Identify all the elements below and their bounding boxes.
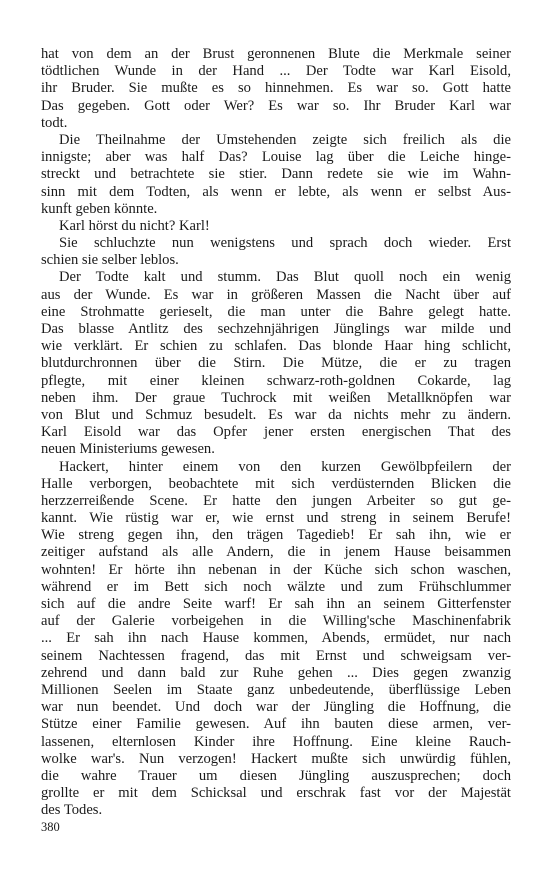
text-line: Wie streng gegen ihn, den trägen Tagedieb! Er sah ihn, wie er: [41, 527, 511, 544]
text-line: kannt. Wie rüstig war er, wie ernst und streng in seinem Berufe!: [41, 510, 511, 527]
text-line: schien sie selber leblos.: [41, 252, 179, 269]
text-line: sich auf die andre Seite warf! Er sah ihn an seinem Gitterfenster: [41, 596, 511, 612]
text-line: Karl Eisold war das Opfer jener ersten energischen That des: [41, 424, 511, 441]
text-line: lassenen, elternlosen Kinder ihre Hoffnung. Eine kleine Rauch-: [41, 733, 511, 750]
text-line: war nun beendet. Und doch war der Jüngling die Hoffnung, die: [41, 699, 511, 716]
text-line: auf der Galerie vorbeigehen in die Willing'sche Maschinenfabrik: [41, 613, 511, 630]
text-line: sinn mit dem Todten, als wenn er lebte, als wenn er selbst Aus-: [41, 183, 511, 200]
text-line: Das blasse Antlitz des sechzehnjährigen Jünglings war milde und: [41, 321, 511, 337]
text-line: aus der Wunde. Es war in größeren Massen die Nacht über auf: [41, 286, 511, 303]
text-line: streckt und betrachtete sie stier. Dann redete sie wie im Wahn-: [41, 166, 511, 183]
text-line: zehrend und dann bald zur Ruhe gehen ... Dies gegen zwanzig: [41, 664, 511, 681]
text-line: die wahre Trauer um diesen Jüngling auszusprechen; doch: [41, 767, 511, 784]
text-line: zeitiger aufstand als alle Andern, die in jenem Hause beisammen: [41, 544, 511, 561]
text-line: herzzerreißende Scene. Er hatte den jungen Arbeiter so gut ge-: [41, 492, 511, 509]
text-line: von Blut und Schmuz besudelt. Es war da nichts mehr zu ändern.: [41, 406, 511, 423]
book-page-text: [41, 46, 511, 819]
text-line: Sie schluchzte nun wenigstens und sprach doch wieder. Erst: [59, 235, 511, 252]
text-line: kunft geben könnte.: [41, 200, 158, 217]
text-line: Der Todte kalt und stumm. Das Blut quoll noch ein wenig: [59, 269, 511, 286]
text-line: Karl hörst du nicht? Karl!: [59, 217, 210, 234]
text-line: grollte er mit dem Schicksal und erschrak fast vor der Majestät: [41, 785, 511, 802]
text-line: tödtlichen Wunde in der Hand ... Der Todte war Karl Eisold,: [41, 63, 511, 80]
text-line: wie verklärt. Er schien zu schlafen. Das blonde Haar hing schlicht,: [41, 338, 511, 355]
text-line: pflegte, mit einer kleinen schwarz-roth-goldnen Cokarde, lag: [41, 372, 511, 389]
text-line: Millionen Seelen im Staate ganz unbedeutende, überflüssige Leben: [41, 681, 511, 698]
text-line: wolke war's. Nun verzogen! Hackert mußte sich unwürdig fühlen,: [41, 750, 511, 767]
text-line: todt.: [41, 114, 68, 131]
text-line: Das gegeben. Gott oder Wer? Es war so. Ihr Bruder Karl war: [41, 97, 511, 114]
text-line: neben ihm. Der graue Tuchrock mit weißen Metallknöpfen war: [41, 389, 511, 406]
text-line: Halle verborgen, beobachtete mit sich verdüsternden Blicken die: [41, 475, 511, 492]
text-line: eine Strohmatte gerieselt, die man unter die Bahre gelegt hatte.: [41, 303, 511, 320]
text-line: des Todes.: [41, 802, 103, 819]
text-line: innigste; aber was half Das? Louise lag über die Leiche hinge-: [41, 149, 511, 166]
text-line: Die Theilnahme der Umstehenden zeigte sich freilich als die: [59, 131, 511, 148]
text-line: neuen Ministeriums gewesen.: [41, 441, 215, 458]
text-line: wohnten! Er hörte ihn nebenan in der Küche sich schon waschen,: [41, 561, 511, 578]
text-line: seinem Nachtessen fragend, das mit Ernst und schweigsam ver-: [41, 647, 511, 664]
text-line: hat von dem an der Brust geronnenen Blute die Merkmale seiner: [41, 46, 511, 62]
text-line: Hackert, hinter einem von den kurzen Gewölbpfeilern der: [59, 458, 511, 475]
page-number: 380: [41, 820, 60, 834]
text-line: Stütze einer Familie gewesen. Auf ihn bauten diese armen, ver-: [41, 716, 511, 733]
text-line: während er im Bett sich noch wälzte und zum Frühschlummer: [41, 578, 511, 595]
text-line: ihr Bruder. Sie mußte es so hinnehmen. Es war so. Gott hatte: [41, 80, 511, 97]
text-line: blutdurchronnen über die Stirn. Die Mütze, die er zu tragen: [41, 355, 511, 372]
text-line: ... Er sah ihn nach Hause kommen, Abends, ermüdet, nur nach: [41, 630, 511, 647]
